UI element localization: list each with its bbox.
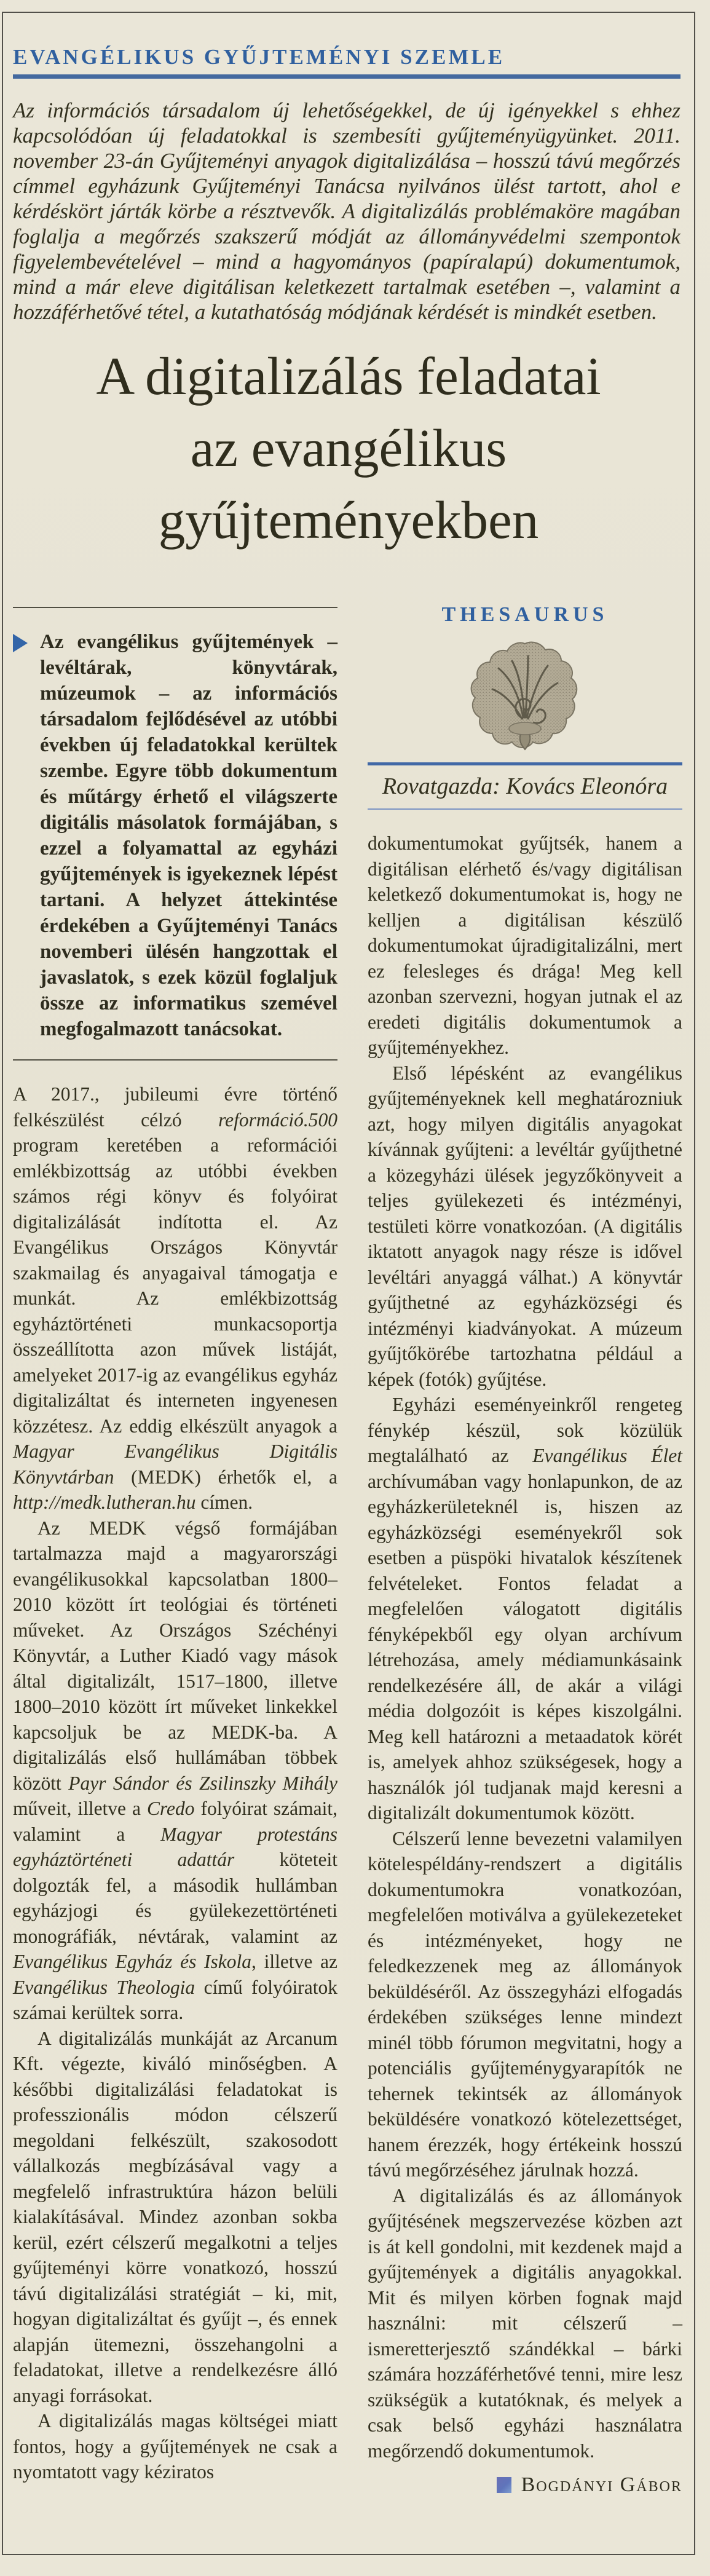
right-column — [368, 603, 682, 2497]
article-paragraph: Első lépésként az evangélikus gyűjteményeknek kell meghatározniuk azt, hogy milyen digitális anyagokat kívánnak gyűjteni: a levéltár gyűjthetné a közegyházi ülések jegyzőkönyveit a teljes gyülekezeti és intézményi, testületi körre vonatkozóan. (A digitális iktatott anyagok nagy része is idővel levéltári anyaggá válhat.) A könyvtár gyűjthetné az egyházközségi és intézményi kiadványokat. A múzeum gyűjtőkörébe tartozhatna például a képek (fotók) gyűjtése. — [368, 1062, 682, 1390]
magazine-section-kicker: EVANGÉLIKUS GYŰJTEMÉNYI SZEMLE — [13, 45, 505, 69]
article-paragraph: dokumentumokat gyűjtsék, hanem a digitálisan elérhető és/vagy digitálisan keletkező dokumentumokat is, hogy ne kelljen a digitálisan készülő dokumentumokat újradigitalizálni, mert ez felesleges és drága! Meg kell azonban szervezni, hogyan jutnak el az eredeti digitális dokumentumok a gyűjteményekhez. — [368, 832, 682, 1058]
thesaurus-engraving-image — [464, 636, 586, 756]
lead-bottom-rule — [13, 1059, 337, 1061]
intro-paragraph: Az információs társadalom új lehetőségekkel, de új igényekkel s ehhez kapcsolódóan új feladatokkal is szembesíti gyűjteményügyünket. 2011. november 23-án Gyűjteményi anyagok digitalizálása – hosszú távú megőrzés címmel egyházunk Gyűjteményi Tanácsa nyilvános ülést tartott, ahol e kérdéskört járták körbe a résztvevők. A digitalizálás problémaköre magában foglalja a megőrzés szakszerű módját az állományvédelmi szempontok figyelembevételével – mind a hagyományos (papíralapú) dokumentumok, mind a már eleve digitálisan keletkezett tartalmak esetében –, valamint a hozzáférhetővé tétel, a kutathatóság módjának kérdését is mindkét esetben. — [13, 98, 680, 324]
left-column-body — [13, 1081, 337, 2485]
article-paragraph: A 2017., jubileumi évre történő felkészülést célzó reformáció.500 program keretében a reformációi emlékbizottság az utóbbi években számos régi könyv és folyóirat digitalizálását indította el. Az Evangélikus Országos Könyvtár szakmailag és anyagaival támogatja e munkát. Az emlékbizottság egyháztörténeti munkacsoportja összeállította azon művek listáját, amelyeket 2017-ig az evangélikus egyház digitalizáltat és interneten ingyenesen közzétesz. Az eddig elkészült anyagok a Magyar Evangélikus Digitális Könyvtárban (MEDK) érhetők el, a http://medk.lutheran.hu címen. — [13, 1083, 337, 1513]
article-title — [3, 340, 694, 556]
article-title-line: az evangélikus — [190, 418, 507, 478]
article-paragraph: A digitalizálás munkáját az Arcanum Kft. végezte, kiváló minőségben. A későbbi digitalizálási feladatokat is professzionális módon célszerű megoldani felkészült, szakosodott vállalkozás megbízásával vagy a megfelelő infrastruktúra házon belüli kialakításával. Mindez azonban sokba kerül, ezért célszerű megalkotni a teljes gyűjteményi körre vonatkozó, hosszú távú digitalizálási stratégiát – ki, mit, hogyan digitalizáltat és gyűjt –, és ennek alapján ütemezni, összehangolni a feladatokat, illetve a rendelkezésre álló anyagi forrásokat. — [13, 2027, 337, 2406]
article-paragraph: Célszerű lenne bevezetni valamilyen kötelespéldány-rendszert a digitális dokumentumokra vonatkozóan, megfelelően motiválva a gyülekezeteket és intézményeket, hogy ne feledkezzenek meg az állományok beküldéséről. Az összegyházi elfogadás érdekében szükséges lenne mindezt minél több fórumon megvitatni, hogy a potenciális gyűjteménygyarapítók ne tehernek tekintsék az állományok beküldésére vonatkozó kötelezettséget, hanem érezzék, hogy értékeink hosszú távú megőrzéséhez járulnak hozzá. — [368, 1827, 682, 2181]
byline-author: Bogdányi Gábor — [521, 2473, 682, 2496]
kicker-rule — [13, 74, 680, 79]
left-column — [13, 607, 337, 2485]
thesaurus-rule-thin — [368, 808, 682, 810]
rovatgazda-line: Rovatgazda: Kovács Eleonóra — [382, 773, 668, 799]
article-paragraph: Egyházi eseményeinkről rengeteg fénykép készül, sok közülük megtalálható az Evangélikus Élet archívumában vagy honlapunkon, de az egyházkerületeknél is, hiszen az egyházközségi eseményekről sok esetben a püspöki hivatalok készítenek felvételeket. Fontos feladat a megfelelően válogatott digitális fényképekből egy olyan archívum létrehozása, amely médiamunkásaink rendelkezésére áll, de akár a világi média dolgozóit is képes kiszolgálni. Meg kell határozni a metaadatok körét is, amelyek ahhoz szükségesek, hogy a használók jól tudjanak majd keresni a digitalizált dokumentumok között. — [368, 1394, 682, 1823]
engraved-rosette-ornament-icon — [464, 636, 586, 753]
article-paragraph: Az MEDK végső formájában tartalmazza majd a magyarországi evangélikusokkal kapcsolatban 1800–2010 között írt teológiai és történeti műveket. Az Országos Széchényi Könyvtár, a Luther Kiadó vagy mások által digitalizált, 1517–1800, illetve 1800–2010 között írt műveket linkekkel kapcsoljuk be az MEDK-ba. A digitalizálás első hullámában többek között Payr Sándor és Zsilinszky Mihály műveit, illetve a Credo folyóirat számait, valamint a Magyar protestáns egyháztörténeti adattár köteteit dolgozták fel, a második hullámban egyházjogi és gyülekezettörténeti monográfiák, névtárak, valamint az Evangélikus Egyház és Iskola, illetve az Evangélikus Theologia című folyóiratok számai kerültek sorra. — [13, 1517, 338, 2023]
lead-arrow-icon — [13, 634, 28, 652]
article-title-line: A digitalizálás feladatai — [96, 346, 601, 406]
article-paragraph: A digitalizálás és az állományok gyűjtésének megszervezése közben azt is át kell gondolni, mit kezdenek majd a gyűjtemények a digitális anyagokkal. Mit és milyen körben fognak majd használni: mit célszerű – ismeretterjesztő szándékkal – bárki számára hozzáférhetővé tenni, mire lesz szükségük a kutatóknak, és melyek a csak belső egyházi használatra megőrzendő dokumentumok. — [368, 2184, 682, 2462]
lead-text: Az evangélikus gyűjtemények – levéltárak, könyvtárak, múzeumok – az információs társadalom fejlődésével az utóbbi években új feladatokkal kerültek szembe. Egyre több dokumentum és műtárgy érhető el világszerte digitális másolatok formájában, s ezzel a folyamattal az egyházi gyűjtemények is igyekeznek lépést tartani. A helyzet áttekintése érdekében a Gyűjteményi Tanács novemberi ülésén hangzottak el javaslatok, s ezek közül foglaljuk össze az informatikus szemével megfogalmazott tanácsokat. — [40, 631, 337, 1040]
article-paragraph: A digitalizálás magas költségei miatt fontos, hogy a gyűjtemények ne csak a nyomtatott vagy kéziratos — [13, 2410, 337, 2483]
byline-square-icon — [497, 2477, 511, 2493]
byline — [368, 2473, 682, 2497]
lead-top-rule — [13, 607, 337, 608]
thesaurus-rule-thick — [368, 762, 682, 765]
page-border-frame — [2, 12, 695, 2555]
lead-paragraph — [13, 629, 337, 1042]
article-title-line: gyűjteményekben — [158, 490, 539, 550]
right-column-body — [368, 831, 682, 2463]
column-heading-thesaurus: THESAURUS — [441, 603, 609, 626]
